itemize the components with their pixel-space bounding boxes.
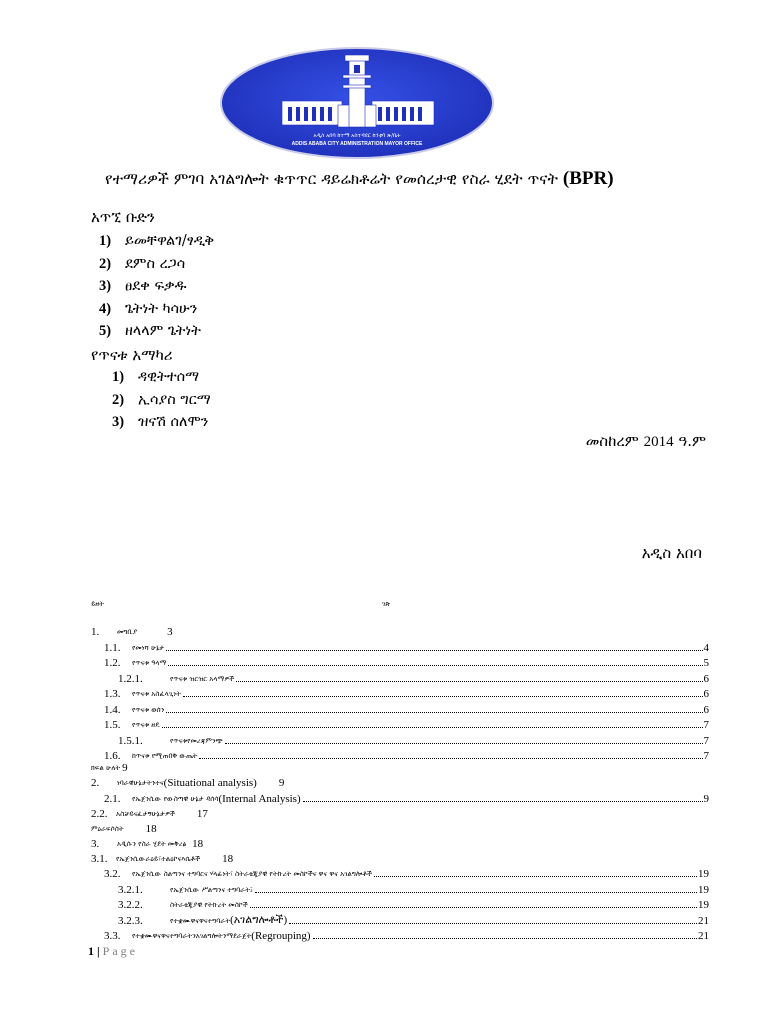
toc-entry: 3.1. የኤጀንሲውራዕይ፣ተልዕኮናእሴቶች 18 (91, 853, 234, 865)
toc-entry: 1.4. የጥናቱ ወሰን 6 (104, 704, 709, 716)
toc-entry: 1.2.1. የጥናቱ ዝርዝር አላማዎች 6 (118, 673, 709, 685)
toc-entry: 1.1. የመነሻ ሁኔታ 4 (104, 642, 709, 654)
team-member: 2) ደምስ ረጋሳ (99, 255, 186, 272)
toc-entry: 2. ነባራዊሁኔታትንተና (Situational analysis) 9 (91, 777, 285, 789)
toc-entry: 1.5. የጥናቱ ዘዴ 7 (104, 719, 709, 731)
team-member: 5) ዘላላም ጌትነት (99, 323, 201, 339)
advisor: 2) ኢሳያስ ግርማ (112, 391, 211, 408)
toc-header-contents: ይዘት (91, 600, 104, 608)
logo-caption-english: ADDIS ABABA CITY ADMINISTRATION MAYOR OFFICE (291, 141, 423, 147)
toc-entry: ምዕራፍሶስት 18 (91, 823, 157, 835)
toc-entry: 1. መግቢያ 3 (91, 626, 173, 638)
toc-entry: ክፍል ሁለት 9 (91, 762, 128, 774)
advisor: 1) ዳዊትተሰማ (112, 369, 200, 385)
toc-entry: 2.2. አስቻይናፈታኝሁኔታዎች 17 (91, 808, 208, 820)
toc-entry: 3.2.1. የኤጀንሲው ሥልጣንና ተግባራት፤ 19 (118, 884, 709, 896)
team-member: 1) ይመቸዋልገ/ፃዲቅ (99, 233, 215, 249)
advisors-heading: የጥናቱ አማካሪ (91, 346, 173, 364)
document-title (105, 168, 614, 190)
document-city: አዲስ አበባ (641, 544, 702, 562)
toc-entry: 1.2. የጥናቱ ዓላማ 5 (104, 657, 709, 669)
team-member: 3) ፀደቀ ፍቃዱ (99, 278, 187, 294)
team-list (99, 230, 214, 343)
toc-entry: 1.5.1. የጥናቱየመረጃምንጭ 7 (118, 735, 709, 747)
toc-entry: 3.2.2. ስትራቴጂያዊ የትኩረት መስኮች 19 (118, 899, 709, 911)
toc-header-page: ገጽ (382, 600, 391, 608)
page-footer (88, 944, 138, 959)
document-title-acronym: (BPR) (562, 168, 614, 189)
team-heading: አጥኚ ቡድን (91, 208, 155, 226)
team-member: 4) ጌትነት ካሳሁን (99, 300, 198, 317)
logo-caption-amharic: አዲስ አበባ ከተማ አስተዳደር ከንቲባ ጽ/ቤት (313, 133, 401, 139)
toc-entry: 1.6. ከጥናቱ የሚጠበቅ ውጤት 7 (104, 750, 709, 762)
toc-entry: 2.1. የኤጀንሲው የውስጣዊ ሁኔታ ዳሰሳ (Internal Analysis) 9 (104, 793, 709, 805)
document-title-text: የተማሪዎች ምገባ አገልግሎት ቁጥጥር ዳይሬክቶሬት የመሰረታዊ የስራ ሂደት ጥናት (105, 170, 558, 188)
advisors-list (112, 366, 211, 434)
page-number: 1 (88, 944, 94, 958)
toc-entry: 3. አዲሱን የስራ ሂደት መቅረፅ 18 (91, 838, 204, 850)
advisor: 3) ዝናሽ ሰለሞን (112, 414, 209, 430)
page-label: Page (102, 944, 138, 958)
addis-ababa-mayor-office-logo (218, 45, 496, 161)
document-date: መስከረም 2014 ዓ.ም (585, 432, 706, 450)
toc-entry: 3.2. የኤጀንሲው ስልጣንና ተግባርና ሃላፊነት፣ ስትራቴጂያዊ የትኩረት መስኮችና ዋና ዋና አገልግሎቶች 19 (104, 868, 709, 880)
toc-entry: 1.3. የጥናቱ አስፈላጊነት 6 (104, 688, 709, 700)
page-separator: | (97, 944, 100, 958)
toc-entry: 3.3. የተቋሙዋናዋናተግባራትንአገልግሎትንማደራጀት (Regrouping) 21 (104, 930, 709, 942)
toc-entry: 3.2.3. የተቋሙዋናዋናተግባራት (አገልግሎቶች) 21 (118, 914, 709, 927)
